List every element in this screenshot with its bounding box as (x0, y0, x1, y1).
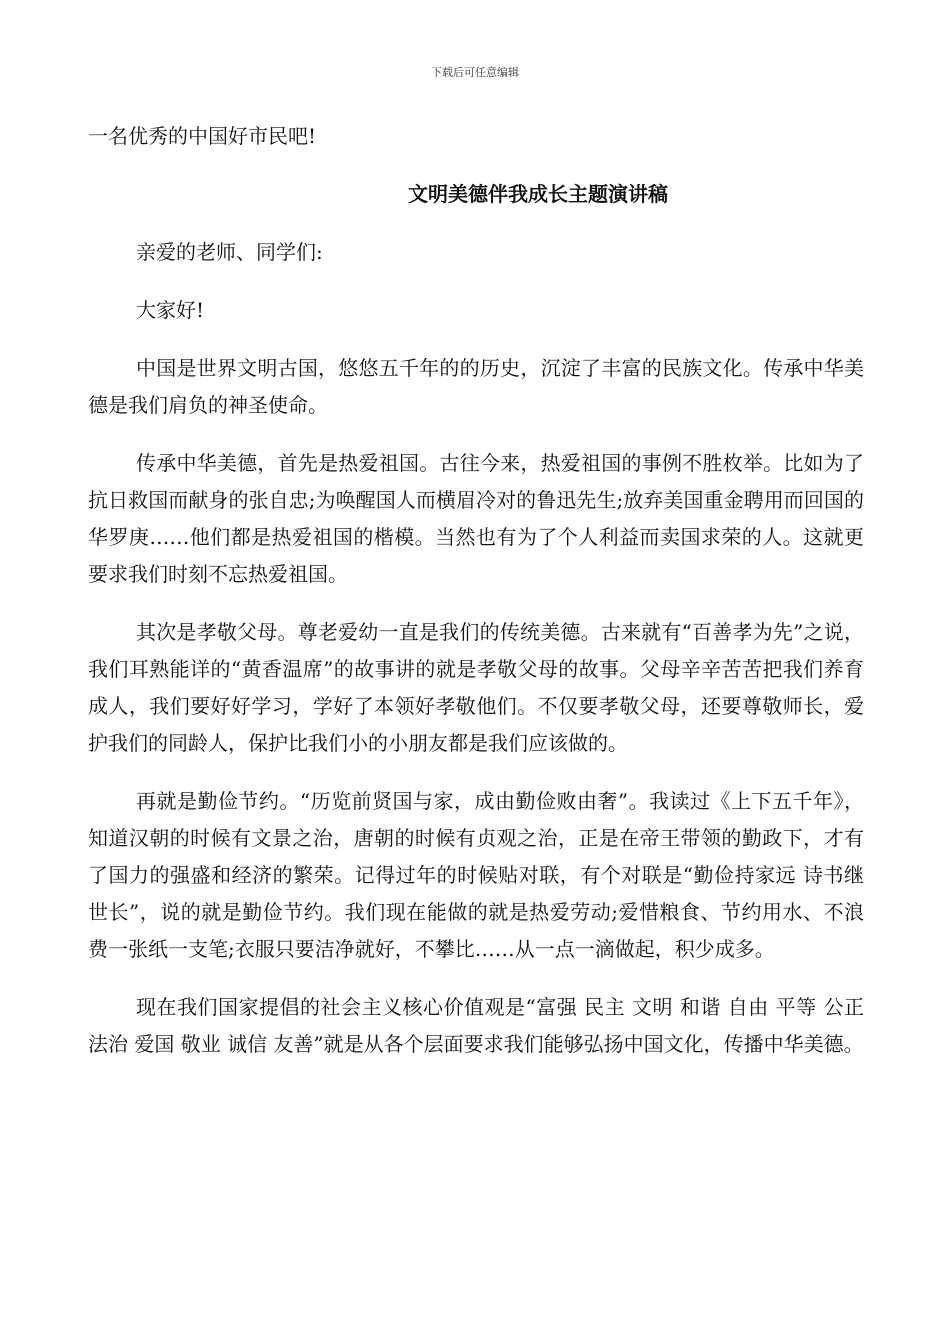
greeting: 大家好! (136, 298, 205, 322)
salutation: 亲爱的老师、同学们: (136, 240, 323, 264)
document-title: 文明美德伴我成长主题演讲稿 (408, 182, 668, 206)
paragraph-1: 中国是世界文明古国，悠悠五千年的的历史，沉淀了丰富的民族文化。传承中华美德是我们肩负的神圣使命。 (88, 356, 864, 417)
paragraph-4: 再就是勤俭节约。“历览前贤国与家，成由勤俭败由奢”。我读过《上下五千年》，知道汉朝的时候有文景之治，唐朝的时候有贞观之治，正是在帝王带领的勤政下，才有 了国力的强盛和经济的繁荣。记得过年的时候贴对联，有个对联是“勤俭持家远 诗书继世长”，说的就是勤俭节约。我们现在能做的就是热爱劳动;爱惜粮食、节约用水、不浪费一张纸一支笔;衣服只要洁净就好，不攀比……从一点一滴做起，积少成多。 (88, 789, 864, 961)
lead-line: 一名优秀的中国好市民吧! (88, 124, 317, 148)
paragraph-3: 其次是孝敬父母。尊老爱幼一直是我们的传统美德。古来就有“百善孝为先”之说，我们耳熟能详的“黄香温席”的故事讲的就是孝敬父母的故事。父母辛辛苦苦把我们养育成人，我们要好好学习，学好了本领好孝敬他们。不仅要孝敬父母，还要尊敬师长，爱护我们的同龄人，保护比我们小的小朋友都是我们应该做的。 (88, 620, 864, 755)
paragraph-5: 现在我们国家提倡的社会主义核心价值观是“富强 民主 文明 和谐 自由 平等 公正 法治 爱国 敬业 诚信 友善”就是从各个层面要求我们能够弘扬中国文化，传播中华美德。 (88, 995, 864, 1056)
document-body (88, 118, 864, 1084)
paragraph-2: 传承中华美德，首先是热爱祖国。古往今来，热爱祖国的事例不胜枚举。比如为了抗日救国而献身的张自忠;为唤醒国人而横眉冷对的鲁迅先生;放弃美国重金聘用而回国的华罗庚……他们都是热爱祖国的楷模。当然也有为了个人利益而卖国求荣的人。这就更要求我们时刻不忘热爱祖国。 (88, 451, 864, 586)
page-header: 下载后可任意编辑 (431, 66, 519, 79)
